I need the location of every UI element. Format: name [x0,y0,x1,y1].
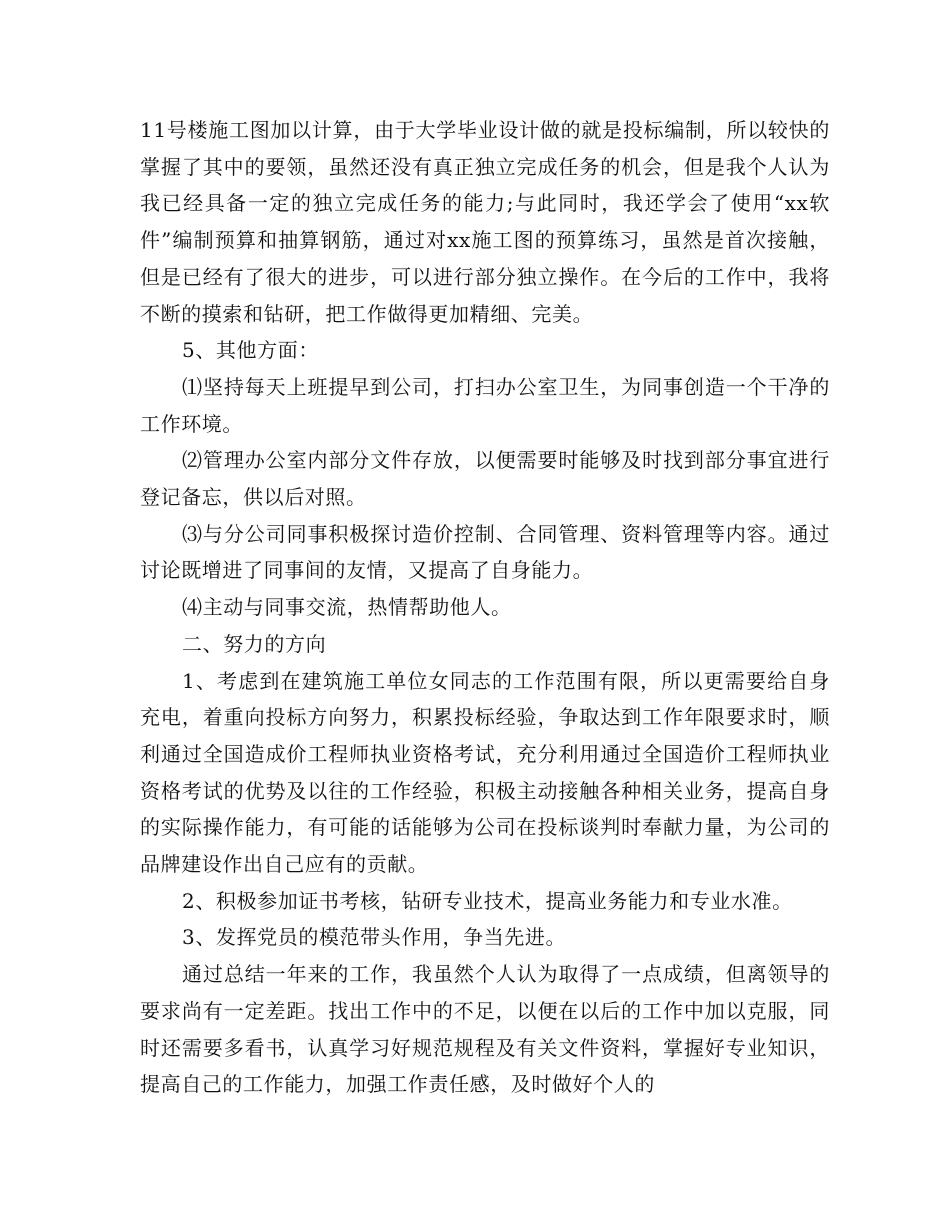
paragraph-conclusion: 通过总结一年来的工作，我虽然个人认为取得了一点成绩，但离领导的要求尚有一定差距。找出工作中的不足，以便在以后的工作中加以克服，同时还需要多看书，认真学习好规范规程及有关文件资料，掌握好专业知识，提高自己的工作能力，加强工作责任感，及时做好个人的 [140,962,830,1097]
paragraph-item-4: ⑷主动与同事交流，热情帮助他人。 [182,595,512,620]
paragraph-direction-1: 1、考虑到在建筑施工单位女同志的工作范围有限，所以更需要给自身充电，着重向投标方向努力，积累投标经验，争取达到工作年限要求时，顺利通过全国造成价工程师执业资格考试，充分利用通过全国造价工程师执业资格考试的优势及以往的工作经验，积极主动接触各种相关业务，提高自身的实际操作能力，有可能的话能够为公司在投标谈判时奉献力量，为公司的品牌建设作出自己应有的贡献。 [140,668,830,877]
paragraph-item-2: ⑵管理办公室内部分文件存放，以便需要时能够及时找到部分事宜进行登记备忘，供以后对照。 [140,448,830,510]
paragraph-other-aspects-heading: 5、其他方面： [182,338,319,363]
paragraph-direction-2: 2、积极参加证书考核，钻研专业技术，提高业务能力和专业水准。 [182,888,793,913]
document-body [140,112,830,1103]
paragraph-direction-3: 3、发挥党员的模范带头作用，争当先进。 [182,925,567,950]
section-heading-direction: 二、努力的方向 [182,631,327,656]
paragraph-item-3: ⑶与分公司同事积极探讨造价控制、合同管理、资料管理等内容。通过讨论既增进了同事间的友情，又提高了自身能力。 [140,521,830,583]
paragraph-calculation-experience: 11号楼施工图加以计算，由于大学毕业设计做的就是投标编制，所以较快的掌握了其中的要领，虽然还没有真正独立完成任务的机会，但是我个人认为我已经具备一定的独立完成任务的能力;与此同时，我还学会了使用“xx软件”编制预算和抽算钢筋，通过对xx施工图的预算练习，虽然是首次接触，但是已经有了很大的进步，可以进行部分独立操作。在今后的工作中，我将不断的摸索和钻研，把工作做得更加精细、完美。 [140,118,830,326]
paragraph-item-1: ⑴坚持每天上班提早到公司，打扫办公室卫生，为同事创造一个干净的工作环境。 [140,374,830,436]
